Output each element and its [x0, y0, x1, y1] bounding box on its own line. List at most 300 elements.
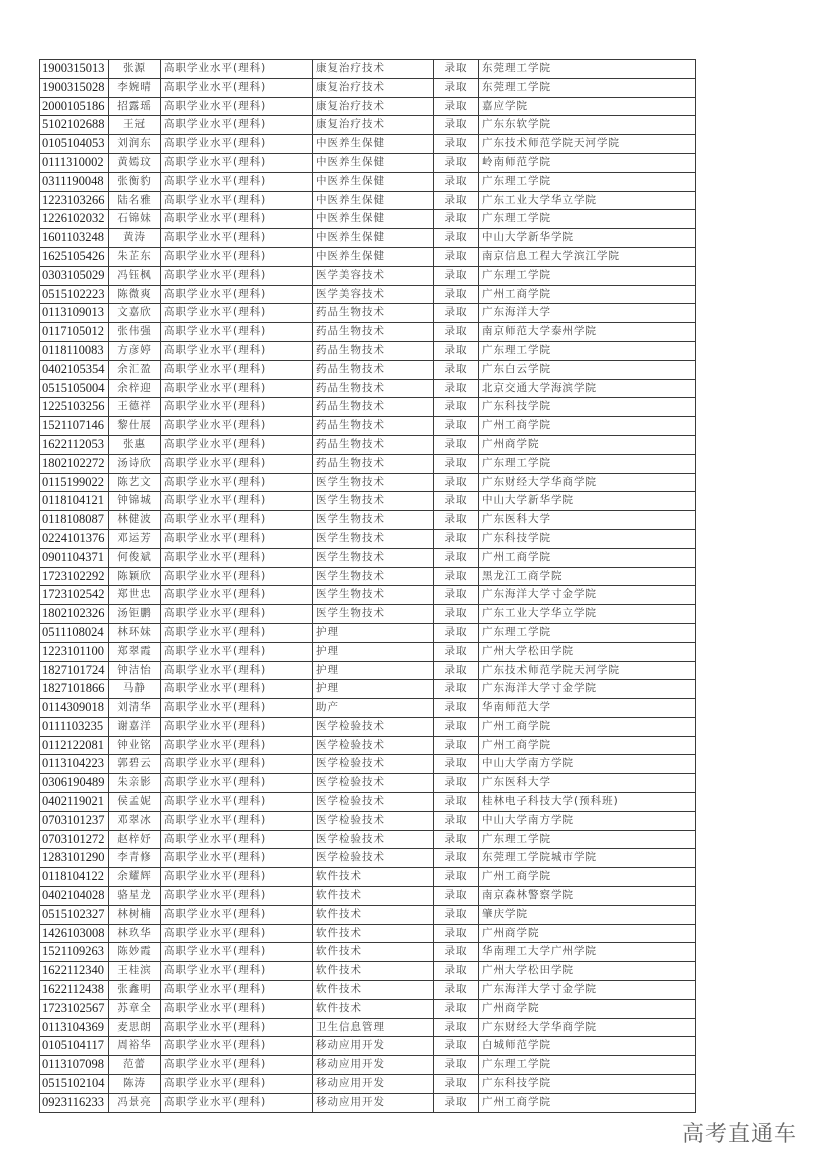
category-cell: 高职学业水平(理科) — [161, 323, 313, 342]
student-name-cell: 余汇盈 — [109, 360, 161, 379]
candidate-id-cell: 0105104053 — [40, 135, 109, 154]
status-cell: 录取 — [434, 454, 479, 473]
status-cell: 录取 — [434, 285, 479, 304]
school-cell: 广东白云学院 — [479, 360, 696, 379]
student-name-cell: 朱芷东 — [109, 247, 161, 266]
table-row — [40, 135, 696, 154]
status-cell: 录取 — [434, 981, 479, 1000]
candidate-id-cell: 0112122081 — [40, 736, 109, 755]
table-row — [40, 567, 696, 586]
status-cell: 录取 — [434, 943, 479, 962]
school-cell: 广东技术师范学院天河学院 — [479, 135, 696, 154]
student-name-cell: 李婉晴 — [109, 78, 161, 97]
status-cell: 录取 — [434, 999, 479, 1018]
category-cell: 高职学业水平(理科) — [161, 943, 313, 962]
major-cell: 医学美容技术 — [313, 266, 434, 285]
school-cell: 广东工业大学华立学院 — [479, 605, 696, 624]
school-cell: 南京森林警察学院 — [479, 887, 696, 906]
category-cell: 高职学业水平(理科) — [161, 417, 313, 436]
student-name-cell: 陆名雅 — [109, 191, 161, 210]
candidate-id-cell: 0118104122 — [40, 868, 109, 887]
school-cell: 广州工商学院 — [479, 868, 696, 887]
status-cell: 录取 — [434, 1037, 479, 1056]
candidate-id-cell: 1283101290 — [40, 849, 109, 868]
school-cell: 广州大学松田学院 — [479, 642, 696, 661]
category-cell: 高职学业水平(理科) — [161, 999, 313, 1018]
student-name-cell: 陈颖欣 — [109, 567, 161, 586]
school-cell: 广州工商学院 — [479, 285, 696, 304]
table-row — [40, 511, 696, 530]
school-cell: 华南师范大学 — [479, 699, 696, 718]
table-row — [40, 285, 696, 304]
candidate-id-cell: 0111103235 — [40, 717, 109, 736]
major-cell: 医学生物技术 — [313, 529, 434, 548]
student-name-cell: 郑世忠 — [109, 586, 161, 605]
candidate-id-cell: 0113107098 — [40, 1056, 109, 1075]
table-row — [40, 492, 696, 511]
candidate-id-cell: 0111310002 — [40, 153, 109, 172]
status-cell: 录取 — [434, 323, 479, 342]
status-cell: 录取 — [434, 1056, 479, 1075]
student-name-cell: 邓翠冰 — [109, 811, 161, 830]
table-row — [40, 172, 696, 191]
school-cell: 广州工商学院 — [479, 1093, 696, 1112]
status-cell: 录取 — [434, 360, 479, 379]
table-row — [40, 60, 696, 79]
student-name-cell: 苏章全 — [109, 999, 161, 1018]
major-cell: 药品生物技术 — [313, 360, 434, 379]
student-name-cell: 周裕华 — [109, 1037, 161, 1056]
major-cell: 医学生物技术 — [313, 473, 434, 492]
status-cell: 录取 — [434, 266, 479, 285]
table-row — [40, 830, 696, 849]
status-cell: 录取 — [434, 492, 479, 511]
status-cell: 录取 — [434, 905, 479, 924]
table-row — [40, 379, 696, 398]
major-cell: 中医养生保健 — [313, 135, 434, 154]
status-cell: 录取 — [434, 830, 479, 849]
table-row — [40, 962, 696, 981]
category-cell: 高职学业水平(理科) — [161, 849, 313, 868]
candidate-id-cell: 1900315013 — [40, 60, 109, 79]
major-cell: 药品生物技术 — [313, 454, 434, 473]
school-cell: 广东理工学院 — [479, 266, 696, 285]
major-cell: 医学生物技术 — [313, 511, 434, 530]
candidate-id-cell: 5102102688 — [40, 116, 109, 135]
major-cell: 药品生物技术 — [313, 323, 434, 342]
status-cell: 录取 — [434, 473, 479, 492]
status-cell: 录取 — [434, 774, 479, 793]
candidate-id-cell: 1802102326 — [40, 605, 109, 624]
student-name-cell: 余梓迎 — [109, 379, 161, 398]
candidate-id-cell: 0113104223 — [40, 755, 109, 774]
major-cell: 康复治疗技术 — [313, 97, 434, 116]
status-cell: 录取 — [434, 887, 479, 906]
status-cell: 录取 — [434, 680, 479, 699]
table-row — [40, 642, 696, 661]
table-row — [40, 1075, 696, 1094]
candidate-id-cell: 0402104028 — [40, 887, 109, 906]
school-cell: 广州工商学院 — [479, 717, 696, 736]
status-cell: 录取 — [434, 1075, 479, 1094]
table-row — [40, 435, 696, 454]
candidate-id-cell: 0703101237 — [40, 811, 109, 830]
status-cell: 录取 — [434, 529, 479, 548]
school-cell: 广东理工学院 — [479, 341, 696, 360]
table-row — [40, 717, 696, 736]
table-row — [40, 586, 696, 605]
school-cell: 广东科技学院 — [479, 398, 696, 417]
category-cell: 高职学业水平(理科) — [161, 511, 313, 530]
status-cell: 录取 — [434, 868, 479, 887]
status-cell: 录取 — [434, 962, 479, 981]
school-cell: 广东医科大学 — [479, 774, 696, 793]
major-cell: 软件技术 — [313, 905, 434, 924]
category-cell: 高职学业水平(理科) — [161, 661, 313, 680]
school-cell: 广东科技学院 — [479, 529, 696, 548]
student-name-cell: 冯景亮 — [109, 1093, 161, 1112]
candidate-id-cell: 0113104369 — [40, 1018, 109, 1037]
category-cell: 高职学业水平(理科) — [161, 548, 313, 567]
student-name-cell: 张伟强 — [109, 323, 161, 342]
major-cell: 医学检验技术 — [313, 774, 434, 793]
student-name-cell: 何俊斌 — [109, 548, 161, 567]
status-cell: 录取 — [434, 586, 479, 605]
school-cell: 广州工商学院 — [479, 548, 696, 567]
table-row — [40, 924, 696, 943]
table-row — [40, 210, 696, 229]
category-cell: 高职学业水平(理科) — [161, 1056, 313, 1075]
school-cell: 东莞理工学院 — [479, 60, 696, 79]
status-cell: 录取 — [434, 755, 479, 774]
major-cell: 医学生物技术 — [313, 492, 434, 511]
major-cell: 移动应用开发 — [313, 1037, 434, 1056]
student-name-cell: 余耀辉 — [109, 868, 161, 887]
student-name-cell: 陈艺文 — [109, 473, 161, 492]
candidate-id-cell: 0113109013 — [40, 304, 109, 323]
category-cell: 高职学业水平(理科) — [161, 210, 313, 229]
major-cell: 药品生物技术 — [313, 304, 434, 323]
student-name-cell: 王冠 — [109, 116, 161, 135]
major-cell: 助产 — [313, 699, 434, 718]
table-row — [40, 623, 696, 642]
candidate-id-cell: 1223101100 — [40, 642, 109, 661]
student-name-cell: 麦思朗 — [109, 1018, 161, 1037]
category-cell: 高职学业水平(理科) — [161, 529, 313, 548]
student-name-cell: 刘清华 — [109, 699, 161, 718]
category-cell: 高职学业水平(理科) — [161, 247, 313, 266]
category-cell: 高职学业水平(理科) — [161, 78, 313, 97]
student-name-cell: 钟锦城 — [109, 492, 161, 511]
status-cell: 录取 — [434, 811, 479, 830]
status-cell: 录取 — [434, 699, 479, 718]
major-cell: 软件技术 — [313, 887, 434, 906]
school-cell: 广东工业大学华立学院 — [479, 191, 696, 210]
major-cell: 软件技术 — [313, 981, 434, 1000]
school-cell: 南京信息工程大学滨江学院 — [479, 247, 696, 266]
school-cell: 广东海洋大学寸金学院 — [479, 680, 696, 699]
table-row — [40, 905, 696, 924]
candidate-id-cell: 1223103266 — [40, 191, 109, 210]
major-cell: 药品生物技术 — [313, 341, 434, 360]
table-row — [40, 78, 696, 97]
student-name-cell: 王桂滨 — [109, 962, 161, 981]
major-cell: 移动应用开发 — [313, 1075, 434, 1094]
table-row — [40, 887, 696, 906]
major-cell: 医学生物技术 — [313, 605, 434, 624]
table-row — [40, 605, 696, 624]
student-name-cell: 冯钰枫 — [109, 266, 161, 285]
major-cell: 软件技术 — [313, 943, 434, 962]
student-name-cell: 赵梓妤 — [109, 830, 161, 849]
student-name-cell: 张衡豹 — [109, 172, 161, 191]
school-cell: 广东财经大学华商学院 — [479, 473, 696, 492]
candidate-id-cell: 0115199022 — [40, 473, 109, 492]
candidate-id-cell: 0118104121 — [40, 492, 109, 511]
category-cell: 高职学业水平(理科) — [161, 379, 313, 398]
status-cell: 录取 — [434, 60, 479, 79]
category-cell: 高职学业水平(理科) — [161, 1037, 313, 1056]
category-cell: 高职学业水平(理科) — [161, 229, 313, 248]
candidate-id-cell: 1521109263 — [40, 943, 109, 962]
major-cell: 护理 — [313, 680, 434, 699]
major-cell: 中医养生保健 — [313, 153, 434, 172]
candidate-id-cell: 0311190048 — [40, 172, 109, 191]
candidate-id-cell: 0306190489 — [40, 774, 109, 793]
table-row — [40, 266, 696, 285]
status-cell: 录取 — [434, 793, 479, 812]
category-cell: 高职学业水平(理科) — [161, 623, 313, 642]
school-cell: 中山大学新华学院 — [479, 229, 696, 248]
school-cell: 东莞理工学院 — [479, 78, 696, 97]
candidate-id-cell: 1723102292 — [40, 567, 109, 586]
category-cell: 高职学业水平(理科) — [161, 717, 313, 736]
student-name-cell: 张鑫明 — [109, 981, 161, 1000]
student-name-cell: 方彦婷 — [109, 341, 161, 360]
school-cell: 广东理工学院 — [479, 454, 696, 473]
major-cell: 护理 — [313, 623, 434, 642]
candidate-id-cell: 0515102223 — [40, 285, 109, 304]
category-cell: 高职学业水平(理科) — [161, 830, 313, 849]
table-row — [40, 736, 696, 755]
major-cell: 医学生物技术 — [313, 567, 434, 586]
table-row — [40, 323, 696, 342]
status-cell: 录取 — [434, 78, 479, 97]
category-cell: 高职学业水平(理科) — [161, 1075, 313, 1094]
candidate-id-cell: 1225103256 — [40, 398, 109, 417]
table-row — [40, 229, 696, 248]
major-cell: 护理 — [313, 642, 434, 661]
category-cell: 高职学业水平(理科) — [161, 473, 313, 492]
student-name-cell: 朱亲影 — [109, 774, 161, 793]
major-cell: 中医养生保健 — [313, 229, 434, 248]
school-cell: 广州工商学院 — [479, 736, 696, 755]
candidate-id-cell: 0402105354 — [40, 360, 109, 379]
major-cell: 护理 — [313, 661, 434, 680]
category-cell: 高职学业水平(理科) — [161, 887, 313, 906]
major-cell: 医学生物技术 — [313, 548, 434, 567]
status-cell: 录取 — [434, 191, 479, 210]
status-cell: 录取 — [434, 417, 479, 436]
status-cell: 录取 — [434, 661, 479, 680]
school-cell: 广东技术师范学院天河学院 — [479, 661, 696, 680]
major-cell: 医学美容技术 — [313, 285, 434, 304]
major-cell: 中医养生保健 — [313, 172, 434, 191]
candidate-id-cell: 1827101866 — [40, 680, 109, 699]
student-name-cell: 石锦妹 — [109, 210, 161, 229]
major-cell: 药品生物技术 — [313, 435, 434, 454]
status-cell: 录取 — [434, 172, 479, 191]
table-row — [40, 699, 696, 718]
major-cell: 移动应用开发 — [313, 1056, 434, 1075]
admission-table — [39, 59, 696, 1113]
status-cell: 录取 — [434, 210, 479, 229]
category-cell: 高职学业水平(理科) — [161, 924, 313, 943]
category-cell: 高职学业水平(理科) — [161, 567, 313, 586]
major-cell: 软件技术 — [313, 924, 434, 943]
table-row — [40, 943, 696, 962]
table-row — [40, 1037, 696, 1056]
major-cell: 医学生物技术 — [313, 586, 434, 605]
candidate-id-cell: 0117105012 — [40, 323, 109, 342]
major-cell: 软件技术 — [313, 868, 434, 887]
candidate-id-cell: 0923116233 — [40, 1093, 109, 1112]
category-cell: 高职学业水平(理科) — [161, 605, 313, 624]
major-cell: 医学检验技术 — [313, 717, 434, 736]
school-cell: 广东理工学院 — [479, 623, 696, 642]
table-row — [40, 247, 696, 266]
major-cell: 药品生物技术 — [313, 417, 434, 436]
student-name-cell: 张惠 — [109, 435, 161, 454]
major-cell: 药品生物技术 — [313, 398, 434, 417]
candidate-id-cell: 0511108024 — [40, 623, 109, 642]
status-cell: 录取 — [434, 97, 479, 116]
student-name-cell: 张源 — [109, 60, 161, 79]
status-cell: 录取 — [434, 924, 479, 943]
status-cell: 录取 — [434, 605, 479, 624]
major-cell: 医学检验技术 — [313, 849, 434, 868]
student-name-cell: 汤诗欣 — [109, 454, 161, 473]
major-cell: 医学检验技术 — [313, 830, 434, 849]
school-cell: 南京师范大学泰州学院 — [479, 323, 696, 342]
candidate-id-cell: 0118110083 — [40, 341, 109, 360]
school-cell: 广州大学松田学院 — [479, 962, 696, 981]
major-cell: 中医养生保健 — [313, 191, 434, 210]
table-row — [40, 981, 696, 1000]
student-name-cell: 陈微爽 — [109, 285, 161, 304]
category-cell: 高职学业水平(理科) — [161, 774, 313, 793]
student-name-cell: 侯孟妮 — [109, 793, 161, 812]
table-row — [40, 793, 696, 812]
admission-table-body — [40, 60, 696, 1113]
student-name-cell: 招露瑶 — [109, 97, 161, 116]
table-row — [40, 1018, 696, 1037]
student-name-cell: 林树楠 — [109, 905, 161, 924]
table-row — [40, 755, 696, 774]
candidate-id-cell: 0515105004 — [40, 379, 109, 398]
school-cell: 广东理工学院 — [479, 830, 696, 849]
school-cell: 华南理工大学广州学院 — [479, 943, 696, 962]
watermark: 高考直通车 — [682, 1122, 798, 1147]
table-row — [40, 849, 696, 868]
student-name-cell: 汤钜鹏 — [109, 605, 161, 624]
school-cell: 广东理工学院 — [479, 1056, 696, 1075]
candidate-id-cell: 1802102272 — [40, 454, 109, 473]
table-row — [40, 153, 696, 172]
candidate-id-cell: 0303105029 — [40, 266, 109, 285]
category-cell: 高职学业水平(理科) — [161, 962, 313, 981]
category-cell: 高职学业水平(理科) — [161, 492, 313, 511]
candidate-id-cell: 0224101376 — [40, 529, 109, 548]
major-cell: 中医养生保健 — [313, 247, 434, 266]
school-cell: 广东理工学院 — [479, 210, 696, 229]
major-cell: 康复治疗技术 — [313, 60, 434, 79]
candidate-id-cell: 1625105426 — [40, 247, 109, 266]
candidate-id-cell: 0402119021 — [40, 793, 109, 812]
major-cell: 医学检验技术 — [313, 811, 434, 830]
table-row — [40, 680, 696, 699]
category-cell: 高职学业水平(理科) — [161, 586, 313, 605]
school-cell: 岭南师范学院 — [479, 153, 696, 172]
status-cell: 录取 — [434, 1018, 479, 1037]
student-name-cell: 李青修 — [109, 849, 161, 868]
table-row — [40, 811, 696, 830]
candidate-id-cell: 1900315028 — [40, 78, 109, 97]
table-row — [40, 473, 696, 492]
category-cell: 高职学业水平(理科) — [161, 642, 313, 661]
candidate-id-cell: 0118108087 — [40, 511, 109, 530]
status-cell: 录取 — [434, 1093, 479, 1112]
major-cell: 药品生物技术 — [313, 379, 434, 398]
status-cell: 录取 — [434, 247, 479, 266]
school-cell: 广东财经大学华商学院 — [479, 1018, 696, 1037]
student-name-cell: 黄涛 — [109, 229, 161, 248]
school-cell: 黑龙江工商学院 — [479, 567, 696, 586]
student-name-cell: 骆星龙 — [109, 887, 161, 906]
major-cell: 移动应用开发 — [313, 1093, 434, 1112]
candidate-id-cell: 1521107146 — [40, 417, 109, 436]
category-cell: 高职学业水平(理科) — [161, 793, 313, 812]
candidate-id-cell: 1723102542 — [40, 586, 109, 605]
major-cell: 医学检验技术 — [313, 755, 434, 774]
candidate-id-cell: 1226102032 — [40, 210, 109, 229]
table-row — [40, 1056, 696, 1075]
category-cell: 高职学业水平(理科) — [161, 699, 313, 718]
major-cell: 康复治疗技术 — [313, 78, 434, 97]
table-row — [40, 341, 696, 360]
table-row — [40, 999, 696, 1018]
candidate-id-cell: 0703101272 — [40, 830, 109, 849]
major-cell: 康复治疗技术 — [313, 116, 434, 135]
category-cell: 高职学业水平(理科) — [161, 60, 313, 79]
table-row — [40, 398, 696, 417]
category-cell: 高职学业水平(理科) — [161, 153, 313, 172]
status-cell: 录取 — [434, 849, 479, 868]
table-row — [40, 774, 696, 793]
status-cell: 录取 — [434, 153, 479, 172]
major-cell: 软件技术 — [313, 999, 434, 1018]
status-cell: 录取 — [434, 623, 479, 642]
category-cell: 高职学业水平(理科) — [161, 905, 313, 924]
school-cell: 肇庆学院 — [479, 905, 696, 924]
table-row — [40, 191, 696, 210]
school-cell: 中山大学新华学院 — [479, 492, 696, 511]
candidate-id-cell: 0114309018 — [40, 699, 109, 718]
status-cell: 录取 — [434, 304, 479, 323]
candidate-id-cell: 2000105186 — [40, 97, 109, 116]
major-cell: 医学检验技术 — [313, 793, 434, 812]
table-row — [40, 868, 696, 887]
